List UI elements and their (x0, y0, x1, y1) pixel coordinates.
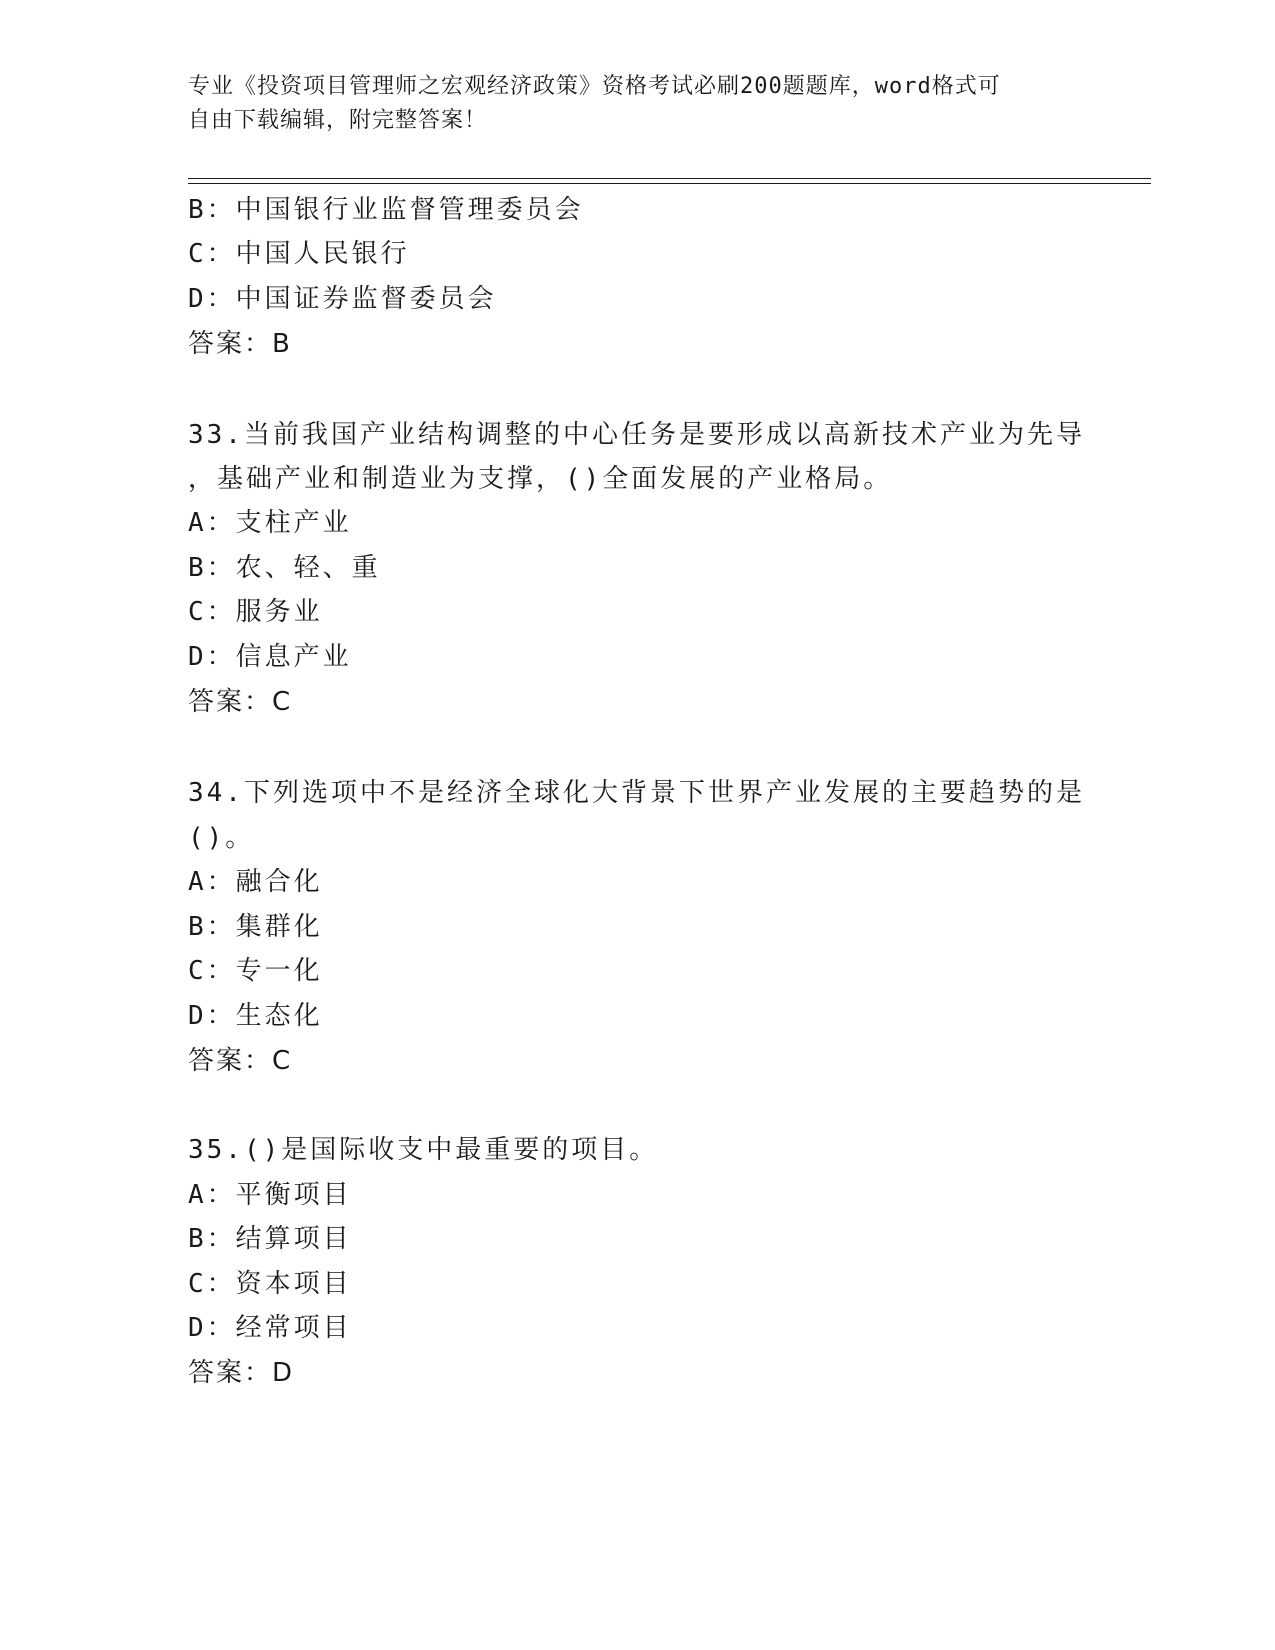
q33-option-b: B：农、轻、重 (188, 553, 381, 583)
q34-option-a: A：融合化 (188, 867, 323, 897)
q33-answer: 答案：C (188, 687, 293, 717)
q34-option-d: D：生态化 (188, 1001, 323, 1031)
header-line-2: 自由下载编辑，附完整答案！ (188, 108, 488, 133)
q34-option-b: B：集群化 (188, 912, 323, 942)
q34-stem-line-1: 34.下列选项中不是经济全球化大背景下世界产业发展的主要趋势的是 (188, 778, 1085, 808)
header-divider-top (188, 178, 1151, 179)
q35-answer: 答案：D (188, 1358, 295, 1388)
q33-option-d: D：信息产业 (188, 642, 352, 672)
q35-option-d: D：经常项目 (188, 1313, 352, 1343)
header-line-1: 专业《投资项目管理师之宏观经济政策》资格考试必刷200题题库，word格式可 (188, 74, 1001, 99)
q32-option-c: C：中国人民银行 (188, 239, 410, 269)
q34-answer: 答案：C (188, 1046, 293, 1076)
q34-stem-line-2: ()。 (188, 823, 255, 853)
q35-option-c: C：资本项目 (188, 1269, 352, 1299)
q35-option-b: B：结算项目 (188, 1224, 352, 1254)
q33-option-a: A：支柱产业 (188, 508, 352, 538)
header-divider-bottom (188, 183, 1151, 184)
q33-stem-line-2: ，基础产业和制造业为支撑，()全面发展的产业格局。 (188, 464, 893, 494)
q35-stem-line-1: 35.()是国际收支中最重要的项目。 (188, 1135, 659, 1165)
q35-option-a: A：平衡项目 (188, 1180, 352, 1210)
q32-option-d: D：中国证券监督委员会 (188, 284, 497, 314)
q32-answer: 答案：B (188, 329, 292, 359)
document-header (188, 70, 1088, 138)
q32-option-b: B：中国银行业监督管理委员会 (188, 195, 584, 225)
q33-stem-line-1: 33.当前我国产业结构调整的中心任务是要形成以高新技术产业为先导 (188, 420, 1085, 450)
q33-option-c: C：服务业 (188, 597, 323, 627)
q34-option-c: C：专一化 (188, 956, 323, 986)
